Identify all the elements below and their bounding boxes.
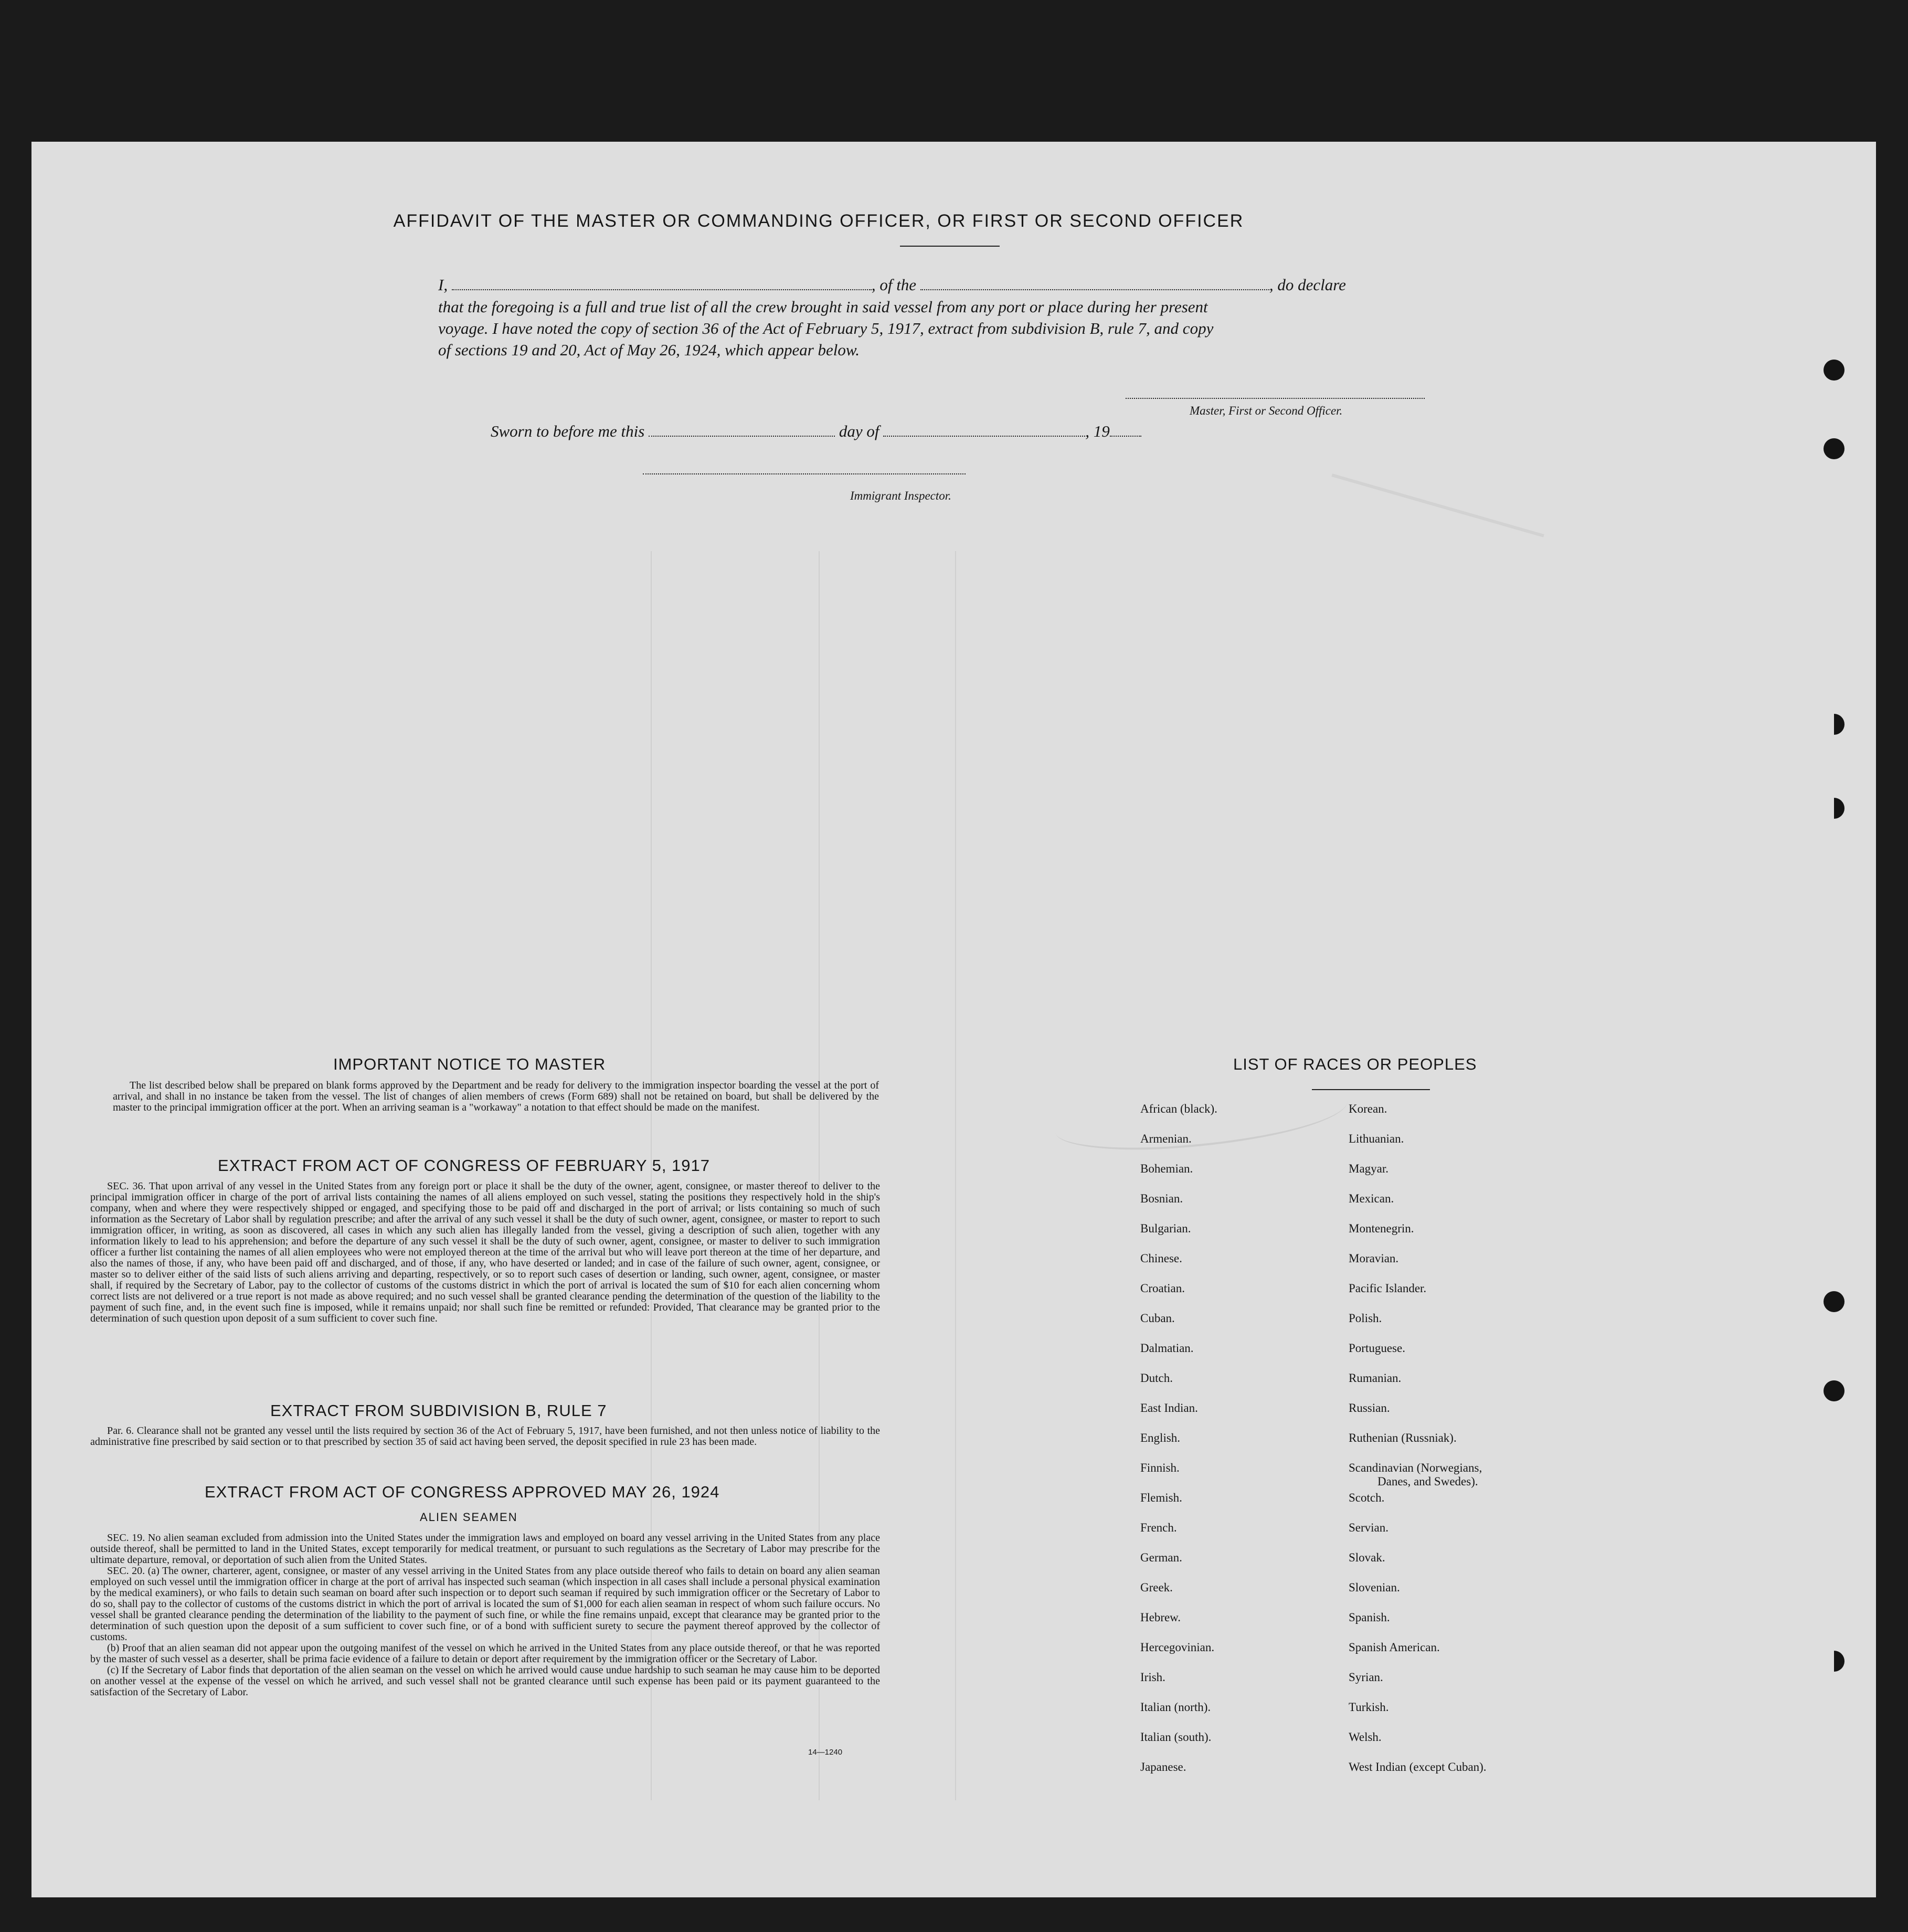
affidavit-title: AFFIDAVIT OF THE MASTER OR COMMANDING OFFICER, OR FIRST OR SECOND OFFICER — [393, 211, 1244, 231]
binder-hole — [1824, 1380, 1845, 1401]
race-item: Dalmatian. — [1140, 1342, 1194, 1355]
affidavit-line-4: of sections 19 and 20, Act of May 26, 1924, which appear below. — [438, 341, 860, 359]
vessel-blank[interactable] — [920, 282, 1269, 290]
race-item: Montenegrin. — [1349, 1222, 1414, 1235]
race-item: Slovak. — [1349, 1551, 1385, 1564]
section-20b-paragraph: (b) Proof that an alien seaman did not appear upon the outgoing manifest of the vessel on which he arrived in the United States from any place outside thereof, or that he was reported by the master of such vessel as a deserter, shall be prima facie evidence of a failure to detain or deport after requirement by the immigration officer or the Secretary of Labor. — [90, 1642, 880, 1665]
master-signature-caption: Master, First or Second Officer. — [1190, 404, 1343, 417]
section-19-paragraph: SEC. 19. No alien seaman excluded from admission into the United States under the immigration laws and employed on board any vessel arriving in the United States from any place outside thereof, shall be permitted to land in the United States, except temporarily for medical treatment, or pursuant to such regulations as the Secretary of Labor may prescribe for the ultimate departure, removal, or deportation of such alien from the United States. — [90, 1532, 880, 1566]
extract-1924-title: EXTRACT FROM ACT OF CONGRESS APPROVED MAY 26, 1924 — [205, 1483, 720, 1501]
race-item: Armenian. — [1140, 1132, 1192, 1145]
race-item: Dutch. — [1140, 1371, 1173, 1385]
sworn-year-blank[interactable] — [1110, 428, 1141, 437]
race-item: Magyar. — [1349, 1162, 1389, 1175]
race-item: Hercegovinian. — [1140, 1641, 1215, 1654]
affidavit-line-1 — [438, 276, 1346, 294]
race-item: Ruthenian (Russniak). — [1349, 1431, 1457, 1444]
race-item: Greek. — [1140, 1581, 1173, 1594]
sworn-day-blank[interactable] — [649, 428, 835, 437]
race-item: Irish. — [1140, 1671, 1165, 1684]
race-item: Portuguese. — [1349, 1342, 1405, 1355]
paragraph-6: Par. 6. Clearance shall not be granted any vessel until the lists required by section 36 of the Act of February 5, 1917, have been furnished, and not then unless notice of liability to the administrative fine prescribed by said section or to that prescribed by section 35 of said act having been served, the deposit specified in rule 23 has been made. — [90, 1425, 880, 1448]
section-20a-paragraph: SEC. 20. (a) The owner, charterer, agent, consignee, or master of any vessel arriving in the United States from any place outside thereof who fails to detain on board any alien seaman employed on such vessel until the immigration officer in charge at the port of arrival has inspected such seaman (which inspection in all cases shall include a personal physical examination by the medical examiners), or who fails to detain such seaman on board after such inspection or to deport such seaman if required by such immigration officer or the Secretary of Labor to do so, shall pay to the collector of customs of the customs district in which the port of arrival is located the sum of $1,000 for each alien seaman in respect of whom such failure occurs. No vessel shall be granted clearance pending the determination of the liability to the payment of such fine, or while the fine remains unpaid, except that clearance may be granted prior to the determination of such question upon the deposit of a sum sufficient to cover such fine, or of a bond with sufficient surety to secure the payment thereof approved by the collector of customs. — [90, 1565, 880, 1643]
title-rule — [900, 246, 1000, 247]
declare-i: I, — [438, 276, 448, 294]
race-item: Rumanian. — [1349, 1371, 1402, 1385]
binder-hole — [1824, 1651, 1845, 1672]
race-item: Scandinavian (Norwegians, — [1349, 1461, 1482, 1474]
race-item: Chinese. — [1140, 1252, 1182, 1265]
race-item: Spanish. — [1349, 1611, 1390, 1624]
race-item: Pacific Islander. — [1349, 1282, 1427, 1295]
race-item: Welsh. — [1349, 1730, 1382, 1744]
race-item: English. — [1140, 1431, 1181, 1444]
form-number: 14—1240 — [808, 1748, 843, 1757]
race-item: Polish. — [1349, 1312, 1382, 1325]
races-rule — [1312, 1089, 1430, 1090]
alien-seamen-subtitle: ALIEN SEAMEN — [420, 1511, 518, 1524]
binder-hole — [1824, 1291, 1845, 1312]
race-item: Russian. — [1349, 1401, 1390, 1414]
race-item: East Indian. — [1140, 1401, 1198, 1414]
extract-rule7-text — [90, 1426, 880, 1448]
race-item: Bosnian. — [1140, 1192, 1183, 1205]
affidavit-line-3: voyage. I have noted the copy of section 36 of the Act of February 5, 1917, extract from subdivision B, rule 7, and copy — [438, 319, 1214, 337]
notice-title: IMPORTANT NOTICE TO MASTER — [333, 1055, 606, 1073]
race-item: Spanish American. — [1349, 1641, 1440, 1654]
year-prefix: , 19 — [1085, 422, 1110, 440]
race-item: Japanese. — [1140, 1760, 1186, 1773]
sworn-text: Sworn to before me this — [491, 422, 645, 440]
race-item: West Indian (except Cuban). — [1349, 1760, 1487, 1773]
notice-text — [113, 1080, 879, 1113]
race-item: Bulgarian. — [1140, 1222, 1191, 1235]
race-item: Croatian. — [1140, 1282, 1185, 1295]
race-item: Scotch. — [1349, 1491, 1385, 1504]
master-signature-line[interactable] — [1126, 398, 1425, 399]
binder-hole — [1824, 714, 1845, 735]
binder-hole — [1824, 360, 1845, 381]
race-item: Danes, and Swedes). — [1377, 1475, 1478, 1488]
inspector-caption: Immigrant Inspector. — [850, 489, 951, 502]
extract-1917-title: EXTRACT FROM ACT OF CONGRESS OF FEBRUARY 5, 1917 — [218, 1156, 711, 1175]
race-item: Slovenian. — [1349, 1581, 1400, 1594]
extract-1924-text — [90, 1533, 880, 1698]
notice-paragraph: The list described below shall be prepared on blank forms approved by the Department and be ready for delivery to the immigration inspector boarding the vessel at the port of arrival, and shall in no instance be taken from the vessel. The list of changes of alien members of crews (Form 689) shall not be retained on board, but shall be delivered by the master to the principal immigration officer at the port. When an arriving seaman is a "workaway" a notation to that effect should be made on the manifest. — [113, 1080, 879, 1113]
sworn-line — [491, 422, 1141, 441]
extract-rule7-title: EXTRACT FROM SUBDIVISION B, RULE 7 — [270, 1401, 607, 1420]
race-item: Flemish. — [1140, 1491, 1182, 1504]
affidavit-line-2: that the foregoing is a full and true list of all the crew brought in said vessel from any port or place during her present — [438, 298, 1208, 316]
extract-1917-text — [90, 1181, 880, 1324]
race-item: Turkish. — [1349, 1701, 1389, 1714]
race-item: Cuban. — [1140, 1312, 1175, 1325]
binder-hole — [1824, 798, 1845, 819]
races-title: LIST OF RACES OR PEOPLES — [1233, 1055, 1477, 1073]
name-blank[interactable] — [452, 282, 872, 290]
race-item: Bohemian. — [1140, 1162, 1193, 1175]
section-36-paragraph: SEC. 36. That upon arrival of any vessel in the United States from any foreign port or place it shall be the duty of the owner, agent, consignee, or master thereof to deliver to the principal immigration officer in charge of the port of arrival lists containing the names of all aliens employed on such vessel, stating the positions they respectively hold in the ship's company, when and where they were respectively shipped or engaged, and specifying those to be paid off and discharged in the port of arrival; or lists containing so much of such information as the Secretary of Labor shall by regulation prescribe; and after the arrival of any such vessel it shall be the duty of such owner, agent, consignee, or master to report to such immigration officer, in writing, as soon as discovered, all cases in which any such alien has illegally landed from the vessel, giving a description of such alien, together with any information likely to lead to his apprehension; and before the departure of any such vessel it shall be the duty of such owner, agent, consignee, or master to deliver to such immigration officer a further list containing the names of all alien employees who were not employed thereon at the time of the arrival but who will leave port thereon at the time of her departure, and also the names of those, if any, who have been paid off and discharged, and of those, if any, who have deserted or landed; and in case of the failure of such owner, agent, consignee, or master so to deliver either of the said lists of such aliens arriving and departing, respectively, or so to report such cases of desertion or landing, such owner, agent, consignee, or master shall, if required by the Secretary of Labor, pay to the collector of customs of the customs district in which the port of arrival is located the sum of $10 for each alien concerning whom correct lists are not delivered or a true report is not made as above required; and no such vessel shall be granted clearance pending the determination of the question of the liability to the payment of such fine, and, in the event such fine is imposed, while it remains unpaid; nor shall such fine be remitted or refunded: Provided, That clearance may be granted prior to the determination of such question upon deposit of a sum sufficient to cover such fine. — [90, 1180, 880, 1324]
binder-hole — [1824, 438, 1845, 459]
inspector-signature-line[interactable] — [643, 473, 966, 474]
of-the: , of the — [871, 276, 917, 294]
race-item: French. — [1140, 1521, 1177, 1534]
race-item: Mexican. — [1349, 1192, 1394, 1205]
race-item: Finnish. — [1140, 1461, 1180, 1474]
race-item: Italian (north). — [1140, 1701, 1211, 1714]
race-item: African (black). — [1140, 1102, 1217, 1115]
section-20c-paragraph: (c) If the Secretary of Labor finds that deportation of the alien seaman on the vessel on which he arrived would cause undue hardship to such seaman he may cause him to be deported on another vessel at the expense of the vessel on which he arrived, and such vessel shall not be granted clearance until such expense has been paid or its payment guaranteed to the satisfaction of the Secretary of Labor. — [90, 1664, 880, 1698]
race-item: Lithuanian. — [1349, 1132, 1404, 1145]
race-item: Hebrew. — [1140, 1611, 1181, 1624]
race-item: Moravian. — [1349, 1252, 1399, 1265]
race-item: Korean. — [1349, 1102, 1387, 1115]
race-item: Syrian. — [1349, 1671, 1383, 1684]
race-item: Italian (south). — [1140, 1730, 1212, 1744]
day-of: day of — [839, 422, 879, 440]
race-item: German. — [1140, 1551, 1182, 1564]
race-item: Servian. — [1349, 1521, 1389, 1534]
sworn-month-blank[interactable] — [883, 428, 1085, 437]
form-sheet — [31, 142, 1876, 1897]
do-declare: , do declare — [1269, 276, 1346, 294]
